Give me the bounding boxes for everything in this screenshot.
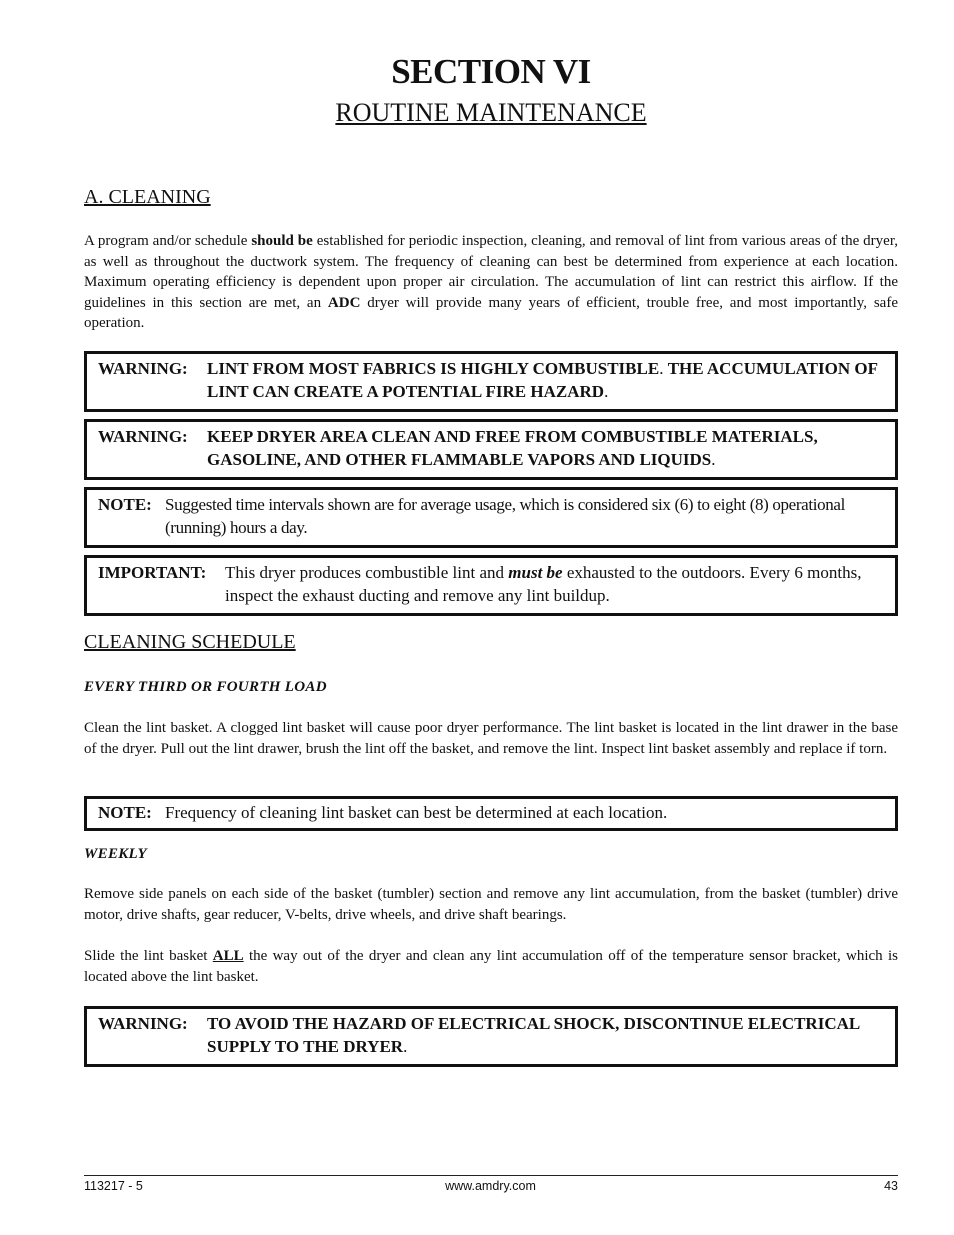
note-box-time-intervals <box>84 487 898 548</box>
note-text: Frequency of cleaning lint basket can best be determined at each location. <box>165 803 668 822</box>
warning-label: WARNING: <box>98 359 188 378</box>
warning-text: LINT FROM MOST FABRICS IS HIGHLY COMBUSTIBLE. THE ACCUMULATION OF LINT CAN CREATE A POTENTIAL FIRE HAZARD. <box>207 359 878 401</box>
cleaning-intro-paragraph: A program and/or schedule should be established for periodic inspection, cleaning, and removal of lint from various areas of the dryer, as well as throughout the ductwork system. The frequency of cleaning can best be determined from experience at each location. Maximum operating efficiency is dependent upon proper air circulation. The accumulation of lint can restrict this airflow. If the guidelines in this section are met, an ADC dryer will provide many years of efficient, trouble free, and most importantly, safe operation. <box>84 233 898 332</box>
note-label: NOTE: <box>98 803 152 822</box>
note-box-lint-basket-frequency <box>84 796 898 831</box>
every-third-load-heading: EVERY THIRD OR FOURTH LOAD <box>84 679 327 695</box>
warning-label: WARNING: <box>98 1014 188 1033</box>
cleaning-heading: A. CLEANING <box>84 186 211 208</box>
warning-box-electrical-shock <box>84 1006 898 1067</box>
warning-box-keep-area-clean <box>84 419 898 480</box>
warning-box-lint-combustible <box>84 351 898 412</box>
important-label: IMPORTANT: <box>98 563 207 582</box>
cleaning-schedule-heading: CLEANING SCHEDULE <box>84 631 296 653</box>
warning-label: WARNING: <box>98 427 188 446</box>
footer-page-number: 43 <box>884 1179 898 1193</box>
warning-text: KEEP DRYER AREA CLEAN AND FREE FROM COMBUSTIBLE MATERIALS, GASOLINE, AND OTHER FLAMMABLE VAPORS AND LIQUIDS. <box>207 427 818 469</box>
important-text: This dryer produces combustible lint and must be exhausted to the outdoors. Every 6 months, inspect the exhaust ducting and remove any lint buildup. <box>225 563 862 605</box>
weekly-side-panels-paragraph: Remove side panels on each side of the basket (tumbler) section and remove any lint accumulation, from the basket (tumbler) drive motor, drive shafts, gear reducer, V-belts, drive wheels, and drive shaft bearings. <box>84 886 898 923</box>
section-subtitle: ROUTINE MAINTENANCE <box>335 98 647 127</box>
lint-basket-paragraph: Clean the lint basket. A clogged lint basket will cause poor dryer performance. The lint basket is located in the lint drawer in the base of the dryer. Pull out the lint drawer, brush the lint off the basket, and remove the lint. Inspect lint basket assembly and replace if torn. <box>84 720 898 757</box>
footer-doc-number: 113217 - 5 <box>84 1179 143 1193</box>
note-label: NOTE: <box>98 495 152 514</box>
footer-website: www.amdry.com <box>445 1179 536 1193</box>
footer-divider <box>84 1175 898 1176</box>
weekly-heading: WEEKLY <box>84 846 147 862</box>
weekly-lint-basket-paragraph: Slide the lint basket ALL the way out of the dryer and clean any lint accumulation off of the temperature sensor bracket, which is located above the lint basket. <box>84 948 899 985</box>
warning-text: TO AVOID THE HAZARD OF ELECTRICAL SHOCK, DISCONTINUE ELECTRICAL SUPPLY TO THE DRYER. <box>207 1014 860 1056</box>
important-box-exhaust <box>84 555 898 616</box>
note-text: Suggested time intervals shown are for average usage, which is considered six (6) to eight (8) operational (running) hours a day. <box>165 495 845 537</box>
section-title: SECTION VI <box>391 52 591 91</box>
